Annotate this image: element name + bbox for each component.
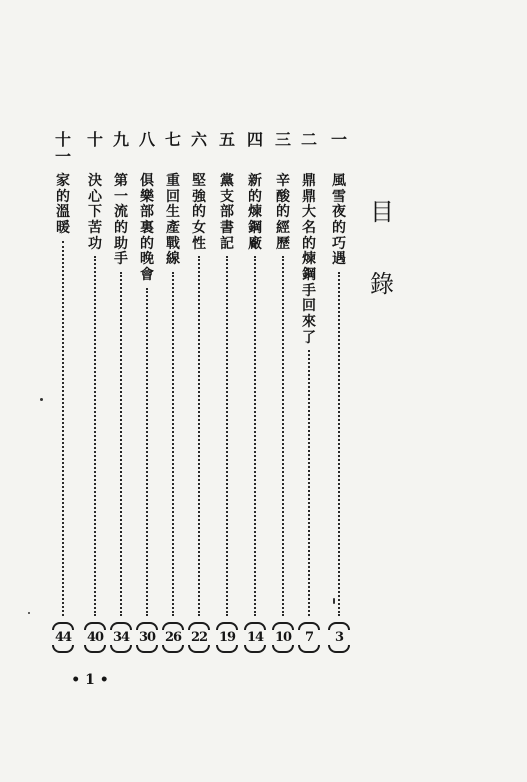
paren-open-icon — [188, 622, 210, 630]
paren-close-icon — [52, 645, 74, 653]
paren-close-icon — [244, 645, 266, 653]
paren-open-icon — [272, 622, 294, 630]
toc-entry — [272, 132, 294, 672]
page-number-value: 30 — [138, 630, 156, 645]
page-number-value: 19 — [218, 630, 236, 645]
page-number — [214, 622, 240, 653]
page-number — [186, 622, 212, 653]
page-number — [134, 622, 160, 653]
chapter-number: 二 — [300, 130, 317, 149]
page-number-value: 3 — [334, 630, 344, 645]
page-number-value: 14 — [246, 630, 264, 645]
paren-open-icon — [162, 622, 184, 630]
print-speck — [333, 598, 335, 604]
chapter-number: 三 — [274, 130, 291, 149]
dot-leader — [254, 256, 256, 616]
chapter-number: 八 — [138, 130, 155, 149]
chapter-number: 一 — [330, 130, 347, 149]
page-number — [160, 622, 186, 653]
print-speck — [28, 612, 30, 614]
paren-open-icon — [216, 622, 238, 630]
chapter-title: 家 的 溫 暖 — [56, 173, 70, 237]
page-number — [108, 622, 134, 653]
paren-close-icon — [162, 645, 184, 653]
dot-leader — [226, 256, 228, 616]
paren-open-icon — [52, 622, 74, 630]
chapter-title: 俱 樂 部 裏 的 晚 會 — [140, 173, 154, 284]
dot-leader — [62, 241, 64, 616]
chapter-title: 堅 強 的 女 性 — [192, 173, 206, 252]
toc-entry — [298, 132, 320, 672]
paren-close-icon — [136, 645, 158, 653]
dot-leader — [338, 272, 340, 616]
paren-close-icon — [216, 645, 238, 653]
page-number — [82, 622, 108, 653]
chapter-title: 決 心 下 苦 功 — [88, 173, 102, 252]
toc-entry — [84, 132, 106, 672]
toc-entry — [52, 132, 74, 672]
paren-open-icon — [136, 622, 158, 630]
page-number-value: 26 — [164, 630, 182, 645]
toc-entry — [162, 132, 184, 672]
dot-leader — [146, 288, 148, 616]
chapter-number: 九 — [112, 130, 129, 149]
dot-leader — [198, 256, 200, 616]
chapter-number: 五 — [218, 130, 235, 149]
toc-entry — [244, 132, 266, 672]
toc-entry — [216, 132, 238, 672]
chapter-title: 辛 酸 的 經 歷 — [276, 173, 290, 252]
page-number-value: 22 — [190, 630, 208, 645]
page-number-value: 40 — [86, 630, 104, 645]
chapter-title: 重 回 生 產 戰 線 — [166, 173, 180, 268]
print-speck — [40, 398, 43, 401]
page-number — [296, 622, 322, 653]
dot-leader — [282, 256, 284, 616]
dot-leader — [94, 256, 96, 616]
paren-open-icon — [84, 622, 106, 630]
paren-open-icon — [328, 622, 350, 630]
page-number — [326, 622, 352, 653]
title-char-1: 目 — [370, 198, 394, 226]
paren-close-icon — [328, 645, 350, 653]
paren-close-icon — [298, 645, 320, 653]
dot-leader — [120, 272, 122, 616]
chapter-number: 六 — [190, 130, 207, 149]
page-number — [242, 622, 268, 653]
toc-entry — [328, 132, 350, 672]
chapter-number: 十 一 — [54, 130, 71, 166]
chapter-title: 風 雪 夜 的 巧 遇 — [332, 173, 346, 268]
paren-close-icon — [110, 645, 132, 653]
page-number — [270, 622, 296, 653]
chapter-title: 黨 支 部 書 記 — [220, 173, 234, 252]
chapter-number: 十 — [86, 130, 103, 149]
paren-open-icon — [110, 622, 132, 630]
chapter-number: 四 — [246, 130, 263, 149]
page-folio: • 1 • — [71, 672, 109, 688]
page-number — [50, 622, 76, 653]
paren-close-icon — [84, 645, 106, 653]
chapter-number: 七 — [164, 130, 181, 149]
paren-close-icon — [188, 645, 210, 653]
title-char-2: 錄 — [370, 270, 394, 298]
page-number-value: 10 — [274, 630, 292, 645]
toc-entry — [188, 132, 210, 672]
paren-close-icon — [272, 645, 294, 653]
dot-leader — [308, 350, 310, 616]
paren-open-icon — [244, 622, 266, 630]
chapter-title: 第 一 流 的 助 手 — [114, 173, 128, 268]
chapter-title: 鼎 鼎 大 名 的 煉 鋼 手 回 來 了 — [302, 173, 316, 346]
toc-entry — [110, 132, 132, 672]
paren-open-icon — [298, 622, 320, 630]
contents-title — [368, 200, 396, 296]
page-number-value: 7 — [304, 630, 314, 645]
page-number-value: 44 — [54, 630, 72, 645]
page-number-value: 34 — [112, 630, 130, 645]
dot-leader — [172, 272, 174, 616]
toc-entry — [136, 132, 158, 672]
chapter-title: 新 的 煉 鋼 廠 — [248, 173, 262, 252]
